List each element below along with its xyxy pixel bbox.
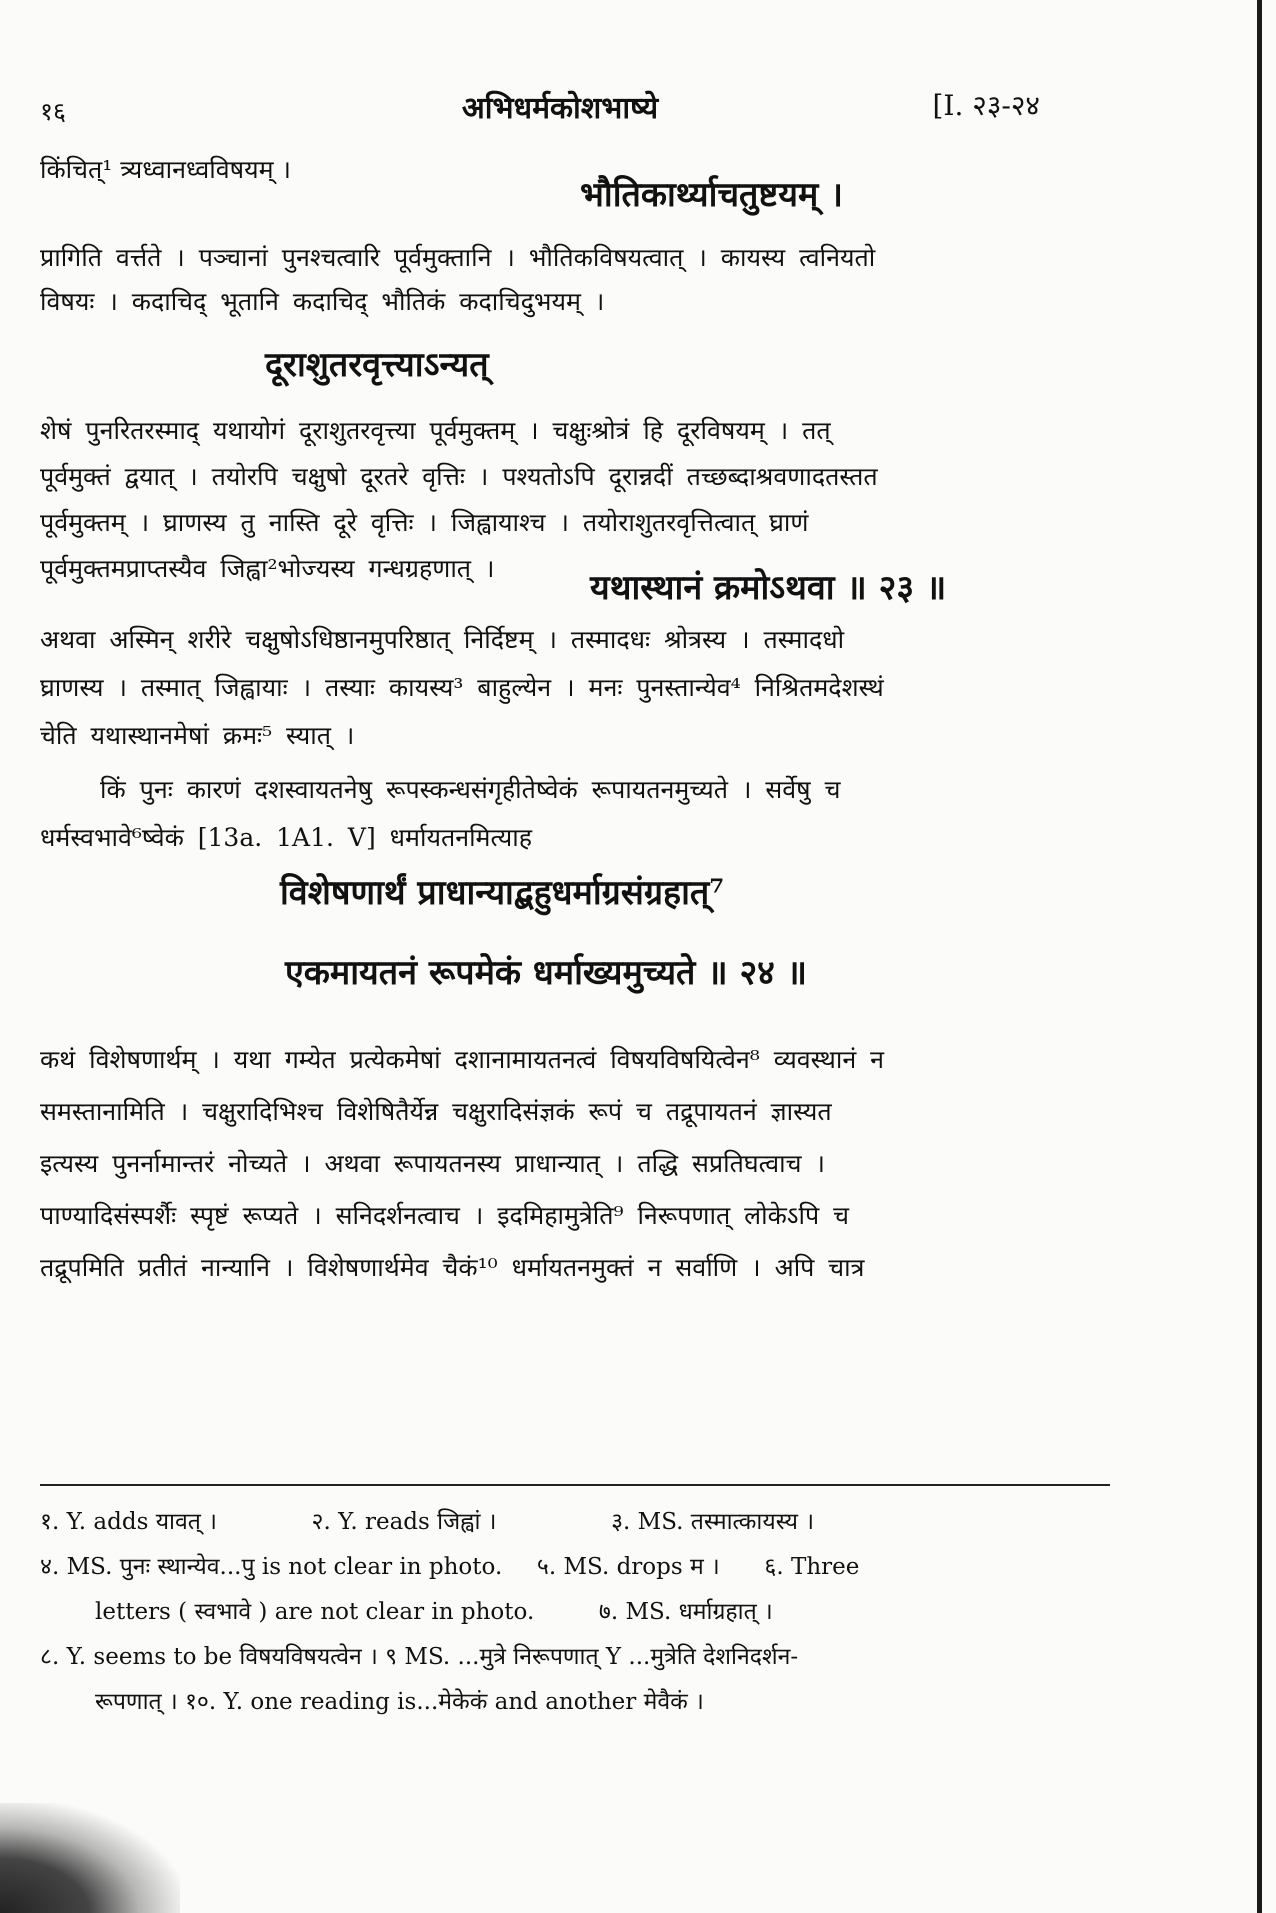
footnote: ४. MS. पुनः स्थान्येव...पु is not clear in photo.: [40, 1554, 503, 1580]
running-title: अभिधर्मकोशभाष्ये: [461, 91, 659, 126]
text-line: घ्राणस्य । तस्मात् जिह्वायाः । तस्याः कायस्य³ बाहुल्येन । मनः पुनस्तान्येव⁴ निश्रितमदेशस्थं: [40, 673, 884, 702]
paragraph-1: [40, 236, 1120, 324]
text-line: प्रागिति वर्त्तते । पञ्चानां पुनश्चत्वारि पूर्वमुक्तानि । भौतिकविषयत्वात् । कायस्य त्वनियतो: [40, 243, 876, 272]
text-line: किंचित्¹ त्र्यध्वानध्वविषयम् ।: [40, 155, 291, 184]
text-line: तद्रूपमिति प्रतीतं नान्यानि । विशेषणार्थमेव चैकं¹⁰ धर्मायतनमुक्तं न सर्वाणि । अपि चात्र: [40, 1253, 865, 1282]
paragraph-4: [40, 766, 1120, 862]
paragraph-2: [40, 408, 1120, 592]
footnote-row: [40, 1635, 1120, 1680]
text-line: पाण्यादिसंस्पर्शैः स्पृष्टं रूप्यते । सनिदर्शनत्वाच । इदमिहामुत्रेति⁹ निरूपणात् लोकेऽपि च: [40, 1201, 849, 1230]
footnote: ८. Y. seems to be विषयविषयत्वेन । ९ MS. ...मुत्रे निरूपणात् Y ...मुत्रेति देशनिदर्शन-: [40, 1644, 799, 1670]
page-number: १६: [40, 97, 67, 126]
text-line: अथवा अस्मिन् शरीरे चक्षुषोऽधिष्ठानमुपरिष्ठात् निर्दिष्टम् । तस्मादधः श्रोत्रस्य । तस्मादधो: [40, 625, 845, 654]
footnote: रूपणात् । १०. Y. one reading is...मेकेकं and another मेवैकं ।: [95, 1689, 704, 1715]
footnote: ३. MS. तस्मात्कायस्य ।: [611, 1509, 815, 1535]
paragraph-3: [40, 616, 1120, 760]
text-line: शेषं पुनरितरस्माद् यथायोगं दूराशुतरवृत्त्या पूर्वमुक्तम् । चक्षुःश्रोत्रं हि दूरविषयम् । तत्: [40, 416, 831, 445]
section-reference: [I. २३-२४: [932, 89, 1040, 122]
verse-line: विशेषणार्थं प्राधान्याद्बहुधर्माग्रसंग्रहात्⁷: [280, 873, 725, 913]
footnote: ७. MS. धर्माग्रहात् ।: [598, 1599, 773, 1625]
footnotes: [40, 1500, 1120, 1725]
text-line: विषयः । कदाचिद् भूतानि कदाचिद् भौतिकं कदाचिदुभयम् ।: [40, 287, 605, 316]
footnote: ५. MS. drops म ।: [536, 1554, 720, 1580]
footnote: १. Y. adds यावत् ।: [40, 1509, 217, 1535]
footnote: २. Y. reads जिह्वां ।: [311, 1509, 497, 1535]
scan-corner-shadow: [0, 1803, 180, 1913]
text-line: किं पुनः कारणं दशस्वायतनेषु रूपस्कन्धसंगृहीतेष्वेकं रूपायतनमुच्यते । सर्वेषु च: [100, 775, 841, 804]
footnote: letters ( स्वभावे ) are not clear in photo.: [95, 1599, 535, 1625]
text-line: धर्मस्वभावे⁶ष्वेकं [13a. 1A1. V] धर्मायतनमित्याह: [40, 823, 532, 852]
footnote-row: [40, 1590, 1120, 1635]
verse-line: भौतिकार्थ्याचतुष्टयम् ।: [580, 175, 844, 215]
text-line: पूर्वमुक्तम् । घ्राणस्य तु नास्ति दूरे वृत्तिः । जिह्वायाश्च । तयोराशुतरवृत्तित्वात् घ्राणं: [40, 508, 809, 537]
text-line: इत्यस्य पुनर्नामान्तरं नोच्यते । अथवा रूपायतनस्य प्राधान्यात् । तद्धि सप्रतिघत्वाच ।: [40, 1149, 825, 1178]
text-line: कथं विशेषणार्थम् । यथा गम्येत प्रत्येकमेषां दशानामायतनत्वं विषयविषयित्वेन⁸ व्यवस्थानं न: [40, 1045, 885, 1074]
page-header: [40, 82, 1080, 132]
footnote-row: [40, 1545, 1120, 1590]
text-line: पूर्वमुक्तं द्वयात् । तयोरपि चक्षुषो दूरतरे वृत्तिः । पश्यतोऽपि दूरान्नदीं तच्छब्दाश्रवणादतस्तत: [40, 462, 878, 491]
paragraph-5: [40, 1034, 1120, 1294]
footnote-divider: [40, 1484, 1110, 1487]
footnote: ६. Three: [764, 1554, 860, 1580]
footnote-row: [40, 1500, 1120, 1545]
verse-line: यथास्थानं क्रमोऽथवा ॥ २३ ॥: [590, 568, 947, 608]
verse-line: दूराशुतरवृत्त्याऽन्यत्: [265, 345, 489, 385]
footnote-row: [40, 1680, 1120, 1725]
text-line: चेति यथास्थानमेषां क्रमः⁵ स्यात् ।: [40, 721, 355, 750]
text-line: समस्तानामिति । चक्षुरादिभिश्च विशेषितैर्येन्न चक्षुरादिसंज्ञकं रूपं च तद्रूपायतनं ज्ञास्यत: [40, 1097, 832, 1126]
verse-line: एकमायतनं रूपमेकं धर्माख्यमुच्यते ॥ २४ ॥: [285, 953, 808, 993]
text-line: पूर्वमुक्तमप्राप्तस्यैव जिह्वा²भोज्यस्य गन्धग्रहणात् ।: [40, 554, 495, 583]
page-edge-shadow: [1257, 0, 1262, 1913]
